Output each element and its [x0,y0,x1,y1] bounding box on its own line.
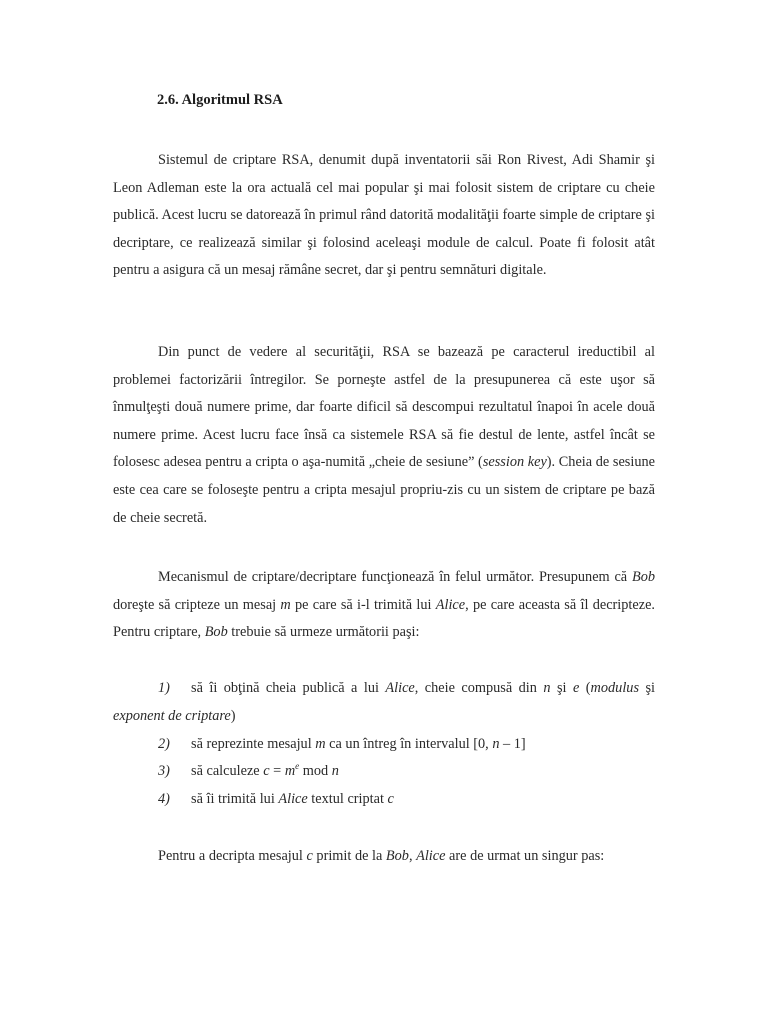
item1-text-g: ) [230,707,236,724]
p4-text-b: primit de la [312,848,386,864]
p3-bob-1: Bob [631,569,655,585]
item2-text-c: – 1] [499,736,526,752]
paragraph-mechanism [113,564,655,647]
item4-var-c: c [387,791,394,807]
item3-mod: mod [299,763,332,779]
item1-var-n: n [543,680,551,696]
item1-text-a: să îi obţină cheia publică a lui [191,680,386,696]
item2-text-a: să reprezinte mesajul [191,736,316,752]
p3-text-e: trebuie să urmeze următorii paşi: [227,624,420,641]
p2-text-a: Din punct de vedere al securităţii, RSA se bazează pe caracterul ireductibil al problemei factorizării întregilor. Se porneşte astfel de la presupunerea că este uşor să înmulţeşti două numere prime, dar foarte dificil să descompui rezultatul înapoi în acele două numere prime. Acest lucru face însă ca sistemele RSA să fie destul de lente, astfel încât se folosesc adesea pentru a cripta o aşa-numită „cheie de sesiune” ( [113,344,655,471]
item1-exponent: exponent de criptare [113,707,231,724]
item2-text-b: ca un întreg în intervalul [0, [325,736,493,752]
item1-text-f: şi [639,680,655,696]
item1-alice: Alice [385,680,415,696]
list-item-3 [158,758,655,786]
item1-text-c: şi [550,680,573,696]
p4-text-e: are de urmat un singur pas: [445,848,605,864]
list-item-1-number: 1) [158,680,170,696]
item1-var-e: e [572,680,580,696]
item4-alice: Alice [278,791,308,807]
p2-text-c: ). Cheia de sesiune este cea care se foloseşte pentru a cripta mesajul propriu-zis cu un sistem de criptare pe bază de cheie secretă. [113,454,655,526]
list-item-4-number: 4) [158,791,170,807]
p3-text-b: doreşte să cripteze un mesaj [113,596,281,613]
p3-text-a: Mecanismul de criptare/decriptare funcţionează în felul următor. Presupunem că [158,569,632,585]
p2-session-key: session key [482,454,547,471]
item2-var-m: m [315,736,326,752]
item3-var-n: n [331,763,339,779]
p3-bob-2: Bob [204,624,228,641]
p4-bob: Bob [385,848,409,864]
item3-exponent-e: e [295,761,300,772]
paragraph-decrypt [113,843,655,871]
list-item-2 [158,731,655,759]
item3-text-a: să calculeze [191,763,264,779]
list-item-4 [158,786,655,814]
item3-equals: = [269,763,285,779]
p3-text-d: , pe care aceasta să îl decripteze. Pentru criptare, [113,596,655,641]
list-item-1 [113,675,655,730]
paragraph-intro: Sistemul de criptare RSA, denumit după inventatorii săi Ron Rivest, Adi Shamir şi Leon Adleman este la ora actuală cel mai popular şi mai folosit sistem de criptare cu cheie publică. Acest lucru se datorează în primul rând datorită modalităţii foarte simple de criptare şi decriptare, ce realizează similar şi folosind aceleaşi module de calcul. Poate fi folosit atât pentru a asigura că un mesaj rămâne secret, dar şi pentru semnături digitale. [113,152,655,279]
item3-var-m: m [284,763,296,779]
paragraph-security [113,339,655,532]
item1-modulus: modulus [590,680,640,696]
item1-text-b: , cheie compusă din [414,680,544,696]
list-item-3-number: 3) [158,763,170,779]
p3-alice: Alice [435,596,466,613]
p3-text-c: pe care să i-l trimită lui [290,596,436,613]
section-heading: 2.6. Algoritmul RSA [157,92,283,108]
p4-var-c: c [306,848,313,864]
item3-var-c: c [263,763,270,779]
item1-text-d: ( [579,680,591,696]
item4-text-a: să îi trimită lui [191,791,279,807]
list-item-2-number: 2) [158,736,170,752]
p3-var-m: m [280,596,291,613]
p4-alice: Alice [416,848,446,864]
item2-var-n: n [492,736,500,752]
p4-text-d: , [408,848,417,864]
item4-text-b: textul criptat [307,791,388,807]
p4-text-a: Pentru a decripta mesajul [158,848,307,864]
